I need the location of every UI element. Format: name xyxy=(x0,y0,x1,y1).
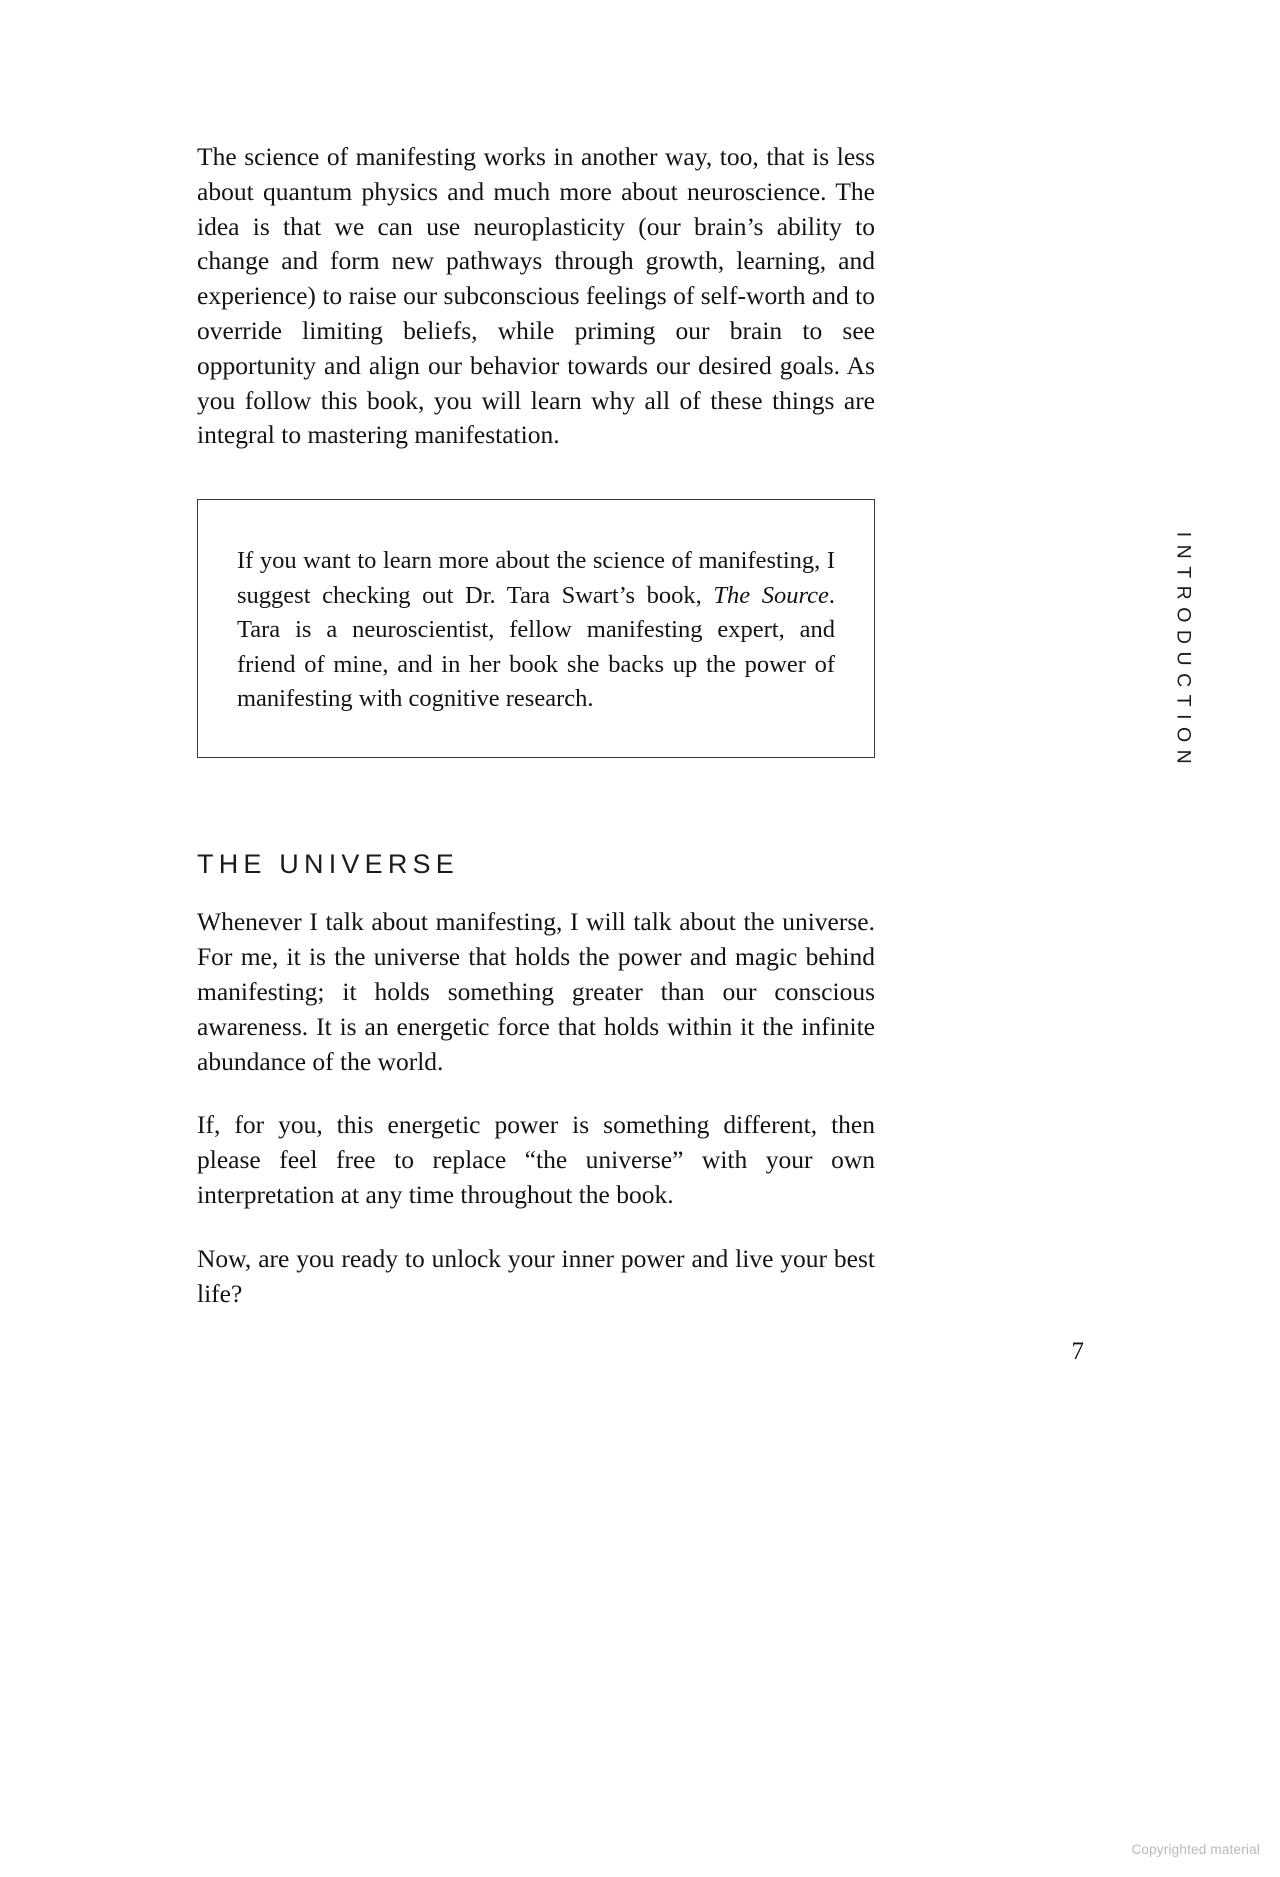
page-content xyxy=(197,140,875,1311)
page-number: 7 xyxy=(1071,1338,1084,1365)
copyright-watermark: Copyrighted material xyxy=(1131,1842,1260,1857)
running-head-label: INTRODUCTION xyxy=(1172,531,1195,772)
callout-text-after-title: . Tara is a neuroscientist, fellow manifesting expert, and friend of mine, and in her book she backs up the power of manifesting with cognitive research. xyxy=(237,581,835,713)
section-paragraph-3: Now, are you ready to unlock your inner power and live your best life? xyxy=(197,1243,875,1308)
callout-box xyxy=(197,499,875,758)
body-paragraph-intro: The science of manifesting works in another way, too, that is less about quantum physics and much more about neuroscience. The idea is that we can use neuroplasticity (our brain’s ability to change and form new pathways through growth, learning, and experience) to raise our subconscious feelings of self-worth and to override limiting beliefs, while priming our brain to see opportunity and align our behavior towards our desired goals. As you follow this book, you will learn why all of these things are integral to mastering manifestation. xyxy=(197,142,875,450)
callout-text xyxy=(237,544,835,717)
running-head-introduction xyxy=(1161,531,1205,980)
callout-book-title: The Source xyxy=(713,581,829,609)
section-paragraph-2: If, for you, this energetic power is something different, then please feel free to replace “the universe” with your own interpretation at any time throughout the book. xyxy=(197,1110,875,1209)
callout-text-before-title: If you want to learn more about the science of manifesting, I suggest checking out Dr. Tara Swart’s book, xyxy=(237,547,835,609)
section-heading-the-universe: THE UNIVERSE xyxy=(197,848,459,879)
section-paragraph-1: Whenever I talk about manifesting, I will talk about the universe. For me, it is the universe that holds the power and magic behind manifesting; it holds something greater than our conscious awareness. It is an energetic force that holds within it the infinite abundance of the world. xyxy=(197,907,875,1076)
